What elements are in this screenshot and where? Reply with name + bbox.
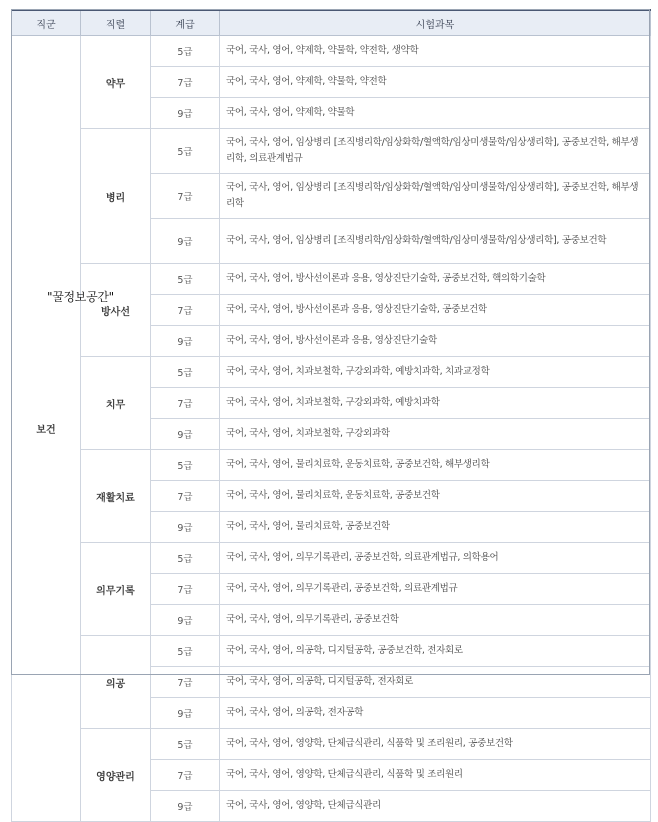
header-jikgun: 직군: [12, 10, 81, 36]
subjects-cell: 국어, 국사, 영어, 영양학, 단체급식관리, 식품학 및 조리원리: [220, 760, 651, 791]
table-row: [12, 129, 651, 174]
grade-cell: 9급: [151, 419, 220, 450]
table-row: [12, 729, 651, 760]
grade-cell: 7급: [151, 67, 220, 98]
grade-cell: 7급: [151, 295, 220, 326]
grade-cell: 9급: [151, 698, 220, 729]
subjects-cell: 국어, 국사, 영어, 물리치료학, 운동치료학, 공중보건학, 해부생리학: [220, 450, 651, 481]
subjects-cell: 국어, 국사, 영어, 의공학, 디지털공학, 전자회로: [220, 667, 651, 698]
grade-cell: 7급: [151, 174, 220, 219]
subjects-cell: 국어, 국사, 영어, 방사선이론과 응용, 영상진단기술학, 공중보건학: [220, 295, 651, 326]
jikryeol-cell: 약무: [81, 36, 151, 129]
table-header-row: [12, 10, 651, 36]
grade-cell: 7급: [151, 481, 220, 512]
table-body: [12, 36, 651, 822]
subjects-cell: 국어, 국사, 영어, 영양학, 단체급식관리, 식품학 및 조리원리, 공중보건학: [220, 729, 651, 760]
subjects-cell: 국어, 국사, 영어, 약제학, 약물학, 약전학, 생약학: [220, 36, 651, 67]
subjects-cell: 국어, 국사, 영어, 임상병리 [조직병리학/임상화학/혈액학/임상미생물학/임상생리학], 공중보건학, 해부생리학, 의료관계법규: [220, 129, 651, 174]
grade-cell: 5급: [151, 129, 220, 174]
grade-cell: 5급: [151, 264, 220, 295]
subjects-cell: 국어, 국사, 영어, 물리치료학, 운동치료학, 공중보건학: [220, 481, 651, 512]
table-row: [12, 450, 651, 481]
grade-cell: 5급: [151, 450, 220, 481]
jikryeol-cell: 영양관리: [81, 729, 151, 822]
grade-cell: 9급: [151, 512, 220, 543]
jikgun-cell: 보건: [12, 36, 81, 822]
grade-cell: 9급: [151, 98, 220, 129]
header-jikryeol: 직렬: [81, 10, 151, 36]
grade-cell: 9급: [151, 605, 220, 636]
header-grade: 계급: [151, 10, 220, 36]
subjects-cell: 국어, 국사, 영어, 치과보철학, 구강외과학: [220, 419, 651, 450]
watermark-text: "꿀정보공간": [47, 290, 114, 304]
grade-cell: 5급: [151, 636, 220, 667]
grade-cell: 9급: [151, 326, 220, 357]
jikryeol-cell: 치무: [81, 357, 151, 450]
table-row: [12, 636, 651, 667]
exam-subject-table: [11, 9, 651, 822]
jikryeol-cell: 의공: [81, 636, 151, 729]
grade-cell: 5급: [151, 729, 220, 760]
grade-cell: 5급: [151, 543, 220, 574]
grade-cell: 5급: [151, 357, 220, 388]
grade-cell: 7급: [151, 667, 220, 698]
subjects-cell: 국어, 국사, 영어, 물리치료학, 공중보건학: [220, 512, 651, 543]
subjects-cell: 국어, 국사, 영어, 의공학, 디지털공학, 공중보건학, 전자회로: [220, 636, 651, 667]
jikryeol-cell: 의무기록: [81, 543, 151, 636]
subjects-cell: 국어, 국사, 영어, 약제학, 약물학: [220, 98, 651, 129]
subjects-cell: 국어, 국사, 영어, 방사선이론과 응용, 영상진단기술학, 공중보건학, 핵의학기술학: [220, 264, 651, 295]
subjects-cell: 국어, 국사, 영어, 의공학, 전자공학: [220, 698, 651, 729]
table-row: [12, 357, 651, 388]
jikryeol-cell: 재활치료: [81, 450, 151, 543]
subjects-cell: 국어, 국사, 영어, 의무기록관리, 공중보건학: [220, 605, 651, 636]
subjects-cell: 국어, 국사, 영어, 임상병리 [조직병리학/임상화학/혈액학/임상미생물학/임상생리학], 공중보건학, 해부생리학: [220, 174, 651, 219]
grade-cell: 7급: [151, 388, 220, 419]
subjects-cell: 국어, 국사, 영어, 의무기록관리, 공중보건학, 의료관계법규, 의학용어: [220, 543, 651, 574]
subjects-cell: 국어, 국사, 영어, 약제학, 약물학, 약전학: [220, 67, 651, 98]
subjects-cell: 국어, 국사, 영어, 의무기록관리, 공중보건학, 의료관계법규: [220, 574, 651, 605]
subjects-cell: 국어, 국사, 영어, 치과보철학, 구강외과학, 예방치과학: [220, 388, 651, 419]
grade-cell: 9급: [151, 791, 220, 822]
grade-cell: 7급: [151, 574, 220, 605]
grade-cell: 5급: [151, 36, 220, 67]
subjects-cell: 국어, 국사, 영어, 영양학, 단체급식관리: [220, 791, 651, 822]
subjects-cell: 국어, 국사, 영어, 치과보철학, 구강외과학, 예방치과학, 치과교정학: [220, 357, 651, 388]
subjects-cell: 국어, 국사, 영어, 임상병리 [조직병리학/임상화학/혈액학/임상미생물학/임상생리학], 공중보건학: [220, 219, 651, 264]
header-subjects: 시험과목: [220, 10, 651, 36]
exam-subject-table-wrapper: [11, 9, 650, 822]
jikryeol-cell: 병리: [81, 129, 151, 264]
grade-cell: 7급: [151, 760, 220, 791]
table-row: [12, 36, 651, 67]
table-row: [12, 543, 651, 574]
subjects-cell: 국어, 국사, 영어, 방사선이론과 응용, 영상진단기술학: [220, 326, 651, 357]
jikryeol-cell: 방사선: [81, 264, 151, 357]
grade-cell: 9급: [151, 219, 220, 264]
